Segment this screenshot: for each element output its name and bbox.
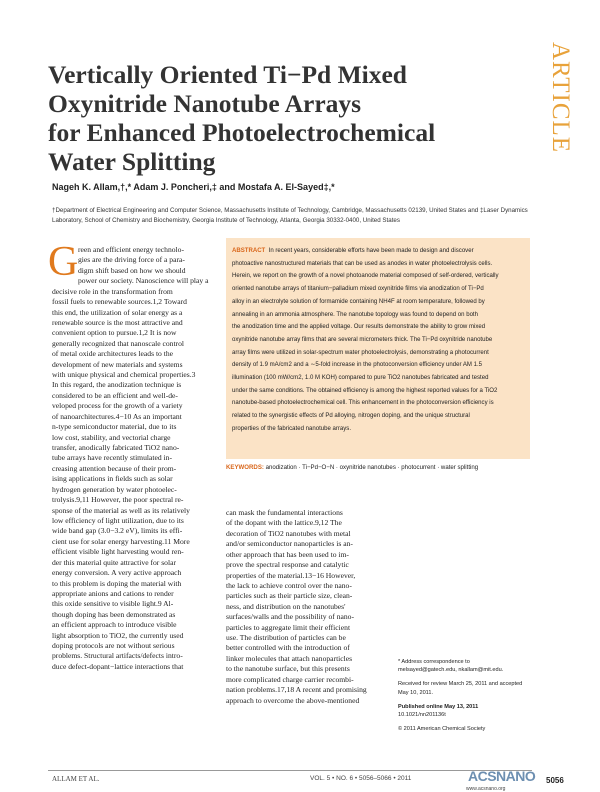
text-line: considered to be an efficient and well-de-	[52, 390, 178, 400]
received-dates: Received for review March 25, 2011 and accepted May 10, 2011.	[398, 681, 523, 696]
title-line: Vertically Oriented Ti−Pd Mixed	[48, 60, 407, 89]
body-column-left	[52, 245, 218, 672]
abstract-body	[232, 258, 528, 436]
text-line: this oxide sensitive to visible light.9 Al-	[52, 599, 174, 609]
text-line: efficient visible light harvesting would ren-	[52, 547, 184, 557]
text-line: reen and efficient energy technolo-	[78, 245, 184, 254]
abstract-first-line	[232, 245, 528, 258]
section-tab-label: ARTICLE	[547, 42, 574, 154]
section-tab	[538, 42, 582, 152]
abstract-line: related to the synergistic effects of Pd alloying, nitrogen doping, and the unique structural	[232, 413, 470, 420]
abstract-line: nanotube-based photoelectrochemical cell. This enhancement in the photoconversion efficiency is	[232, 400, 494, 407]
title-line: for Enhanced Photoelectrochemical	[48, 118, 436, 147]
title-line: Water Splitting	[48, 147, 216, 176]
text-line: of the dopant with the lattice.9,12 The	[226, 518, 342, 528]
journal-url[interactable]: www.acsnano.org	[466, 786, 506, 792]
text-line: digm shift based on how we should	[78, 265, 186, 275]
text-line: to this problem is doping the material with	[52, 578, 182, 588]
text-line: cient use for solar energy harvesting.11 More	[52, 536, 190, 546]
body-column-middle	[226, 508, 390, 706]
abstract-line: illumination (100 mW/cm2, 1.0 M KOH) compared to pure TiO2 nanotubes fabricated and tested	[232, 375, 489, 382]
text-line: transfer, anodically fabricated TiO2 nano-	[52, 443, 180, 453]
text-line: veloped process for the growth of a variety	[52, 401, 183, 411]
doi-link[interactable]: 10.1021/nn201136t	[398, 712, 446, 719]
text-line: can mask the fundamental interactions	[226, 508, 343, 517]
text-line: low cost, stability, and vectorial charge	[52, 432, 171, 442]
text-line: wide band gap (3.0−3.2 eV), limits its effi-	[52, 526, 183, 536]
text-line: der this material quite attractive for solar	[52, 557, 176, 567]
text-line: n-type semiconductor material, due to its	[52, 422, 177, 432]
text-line: fossil fuels to renewable sources.1,2 Toward	[52, 297, 187, 307]
text-line: particles such as their particle size, clean-	[226, 591, 353, 601]
text-line: generally recognized that nanoscale control	[52, 338, 184, 348]
abstract-line: photoactive nanostructured materials that can be used as anodes in water photoelectrolysis cells.	[232, 260, 493, 267]
footer-divider	[48, 770, 532, 771]
text-line: energy conversion. A very active approach	[52, 568, 182, 578]
text-line: with unique physical and chemical properties.3	[52, 370, 196, 380]
text-line: appropriate anions and cations to render	[52, 588, 174, 598]
text-line: decoration of TiO2 nanotubes with metal	[226, 528, 351, 538]
text-line: light absorption to TiO2, the currently used	[52, 630, 184, 640]
text-line: In this regard, the anodization technique is	[52, 380, 182, 390]
abstract-line: under the same conditions. The obtained efficiency is among the highest reported values for a TiO2	[232, 387, 498, 394]
text-line: of nanoarchitectures.4−10 As an important	[52, 411, 182, 421]
text-line: ness, and distribution on the nanotubes'	[226, 601, 346, 611]
text-line: better controlled with the introduction of	[226, 643, 350, 653]
article-title	[48, 60, 518, 176]
text-line: problems. Structural artifacts/defects intro-	[52, 651, 183, 661]
abstract-line: the anodization time and the applied voltage. Our results demonstrate the ability to grow mixed	[232, 324, 486, 331]
abstract-line: Herein, we report on the growth of a novel photoanode material composed of self-ordered, vertically	[232, 273, 499, 280]
keywords	[226, 463, 530, 473]
text-line: this end, the utilization of solar energy as a	[52, 307, 183, 317]
abstract-line: alloy in an electrolyte solution of formamide containing NH4F at room temperature, followed by	[232, 298, 485, 305]
text-line: the lack to achieve control over the nano-	[226, 580, 352, 590]
correspondence-emails[interactable]: melsayed@gatech.edu, nkallam@mit.edu.	[398, 667, 504, 674]
text-line: and/or semiconductor nanoparticles is an-	[226, 539, 353, 549]
text-line: sponse of the material as well as its relatively	[52, 505, 190, 515]
text-line: convenient option to pursue.1,2 It is now	[52, 328, 177, 338]
text-line: gies are the driving force of a para-	[78, 255, 185, 265]
drop-cap: G	[48, 239, 79, 285]
text-line: though doping has been demonstrated as	[52, 609, 176, 619]
abstract-line: array films were utilized in solar-spectrum water photoelectrolysis, demonstrating a photocurrent	[232, 349, 489, 356]
text-line: development of new materials and systems	[52, 359, 183, 369]
text-line: nation problems.17,18 A recent and promising	[226, 685, 367, 695]
text-line: prove the spectral response and catalytic	[226, 560, 349, 570]
text-line: low efficiency of light utilization, due to its	[52, 515, 184, 525]
page-number: 5056	[546, 776, 564, 785]
text-line: ising applications in fields such as solar	[52, 474, 173, 484]
keywords-text: anodization · Ti−Pd−O−N · oxynitride nanotubes · photocurrent · water splitting	[265, 464, 479, 471]
text-line: doping protocols are not without serious	[52, 641, 175, 651]
keywords-heading: KEYWORDS:	[226, 464, 264, 471]
abstract-line: oxynitride nanotube array films that are several micrometers thick. The Ti−Pd oxynitride nanotube	[232, 336, 493, 343]
abstract-line: density of 1.9 mA/cm2 and a ∼5-fold increase in the photoconversion efficiency under AM 1.5	[232, 362, 482, 369]
abstract-line: properties of the fabricated nanotube arrays.	[232, 425, 351, 432]
text-line: surfaces/walls and the possibility of nano-	[226, 612, 355, 622]
correspondence-label: * Address correspondence to	[398, 659, 470, 665]
author-list: Nageh K. Allam,†,* Adam J. Poncheri,‡ and Mostafa A. El-Sayed‡,*	[52, 182, 335, 192]
affiliations: †Department of Electrical Engineering and Computer Science, Massachusetts Institute of Technology, Cambridge, Massachusetts 02139, United States and ‡Laser Dynamics Laboratory, School of Chemistry and Biochemistry, Georgia Institute of Technology, Atlanta, Georgia 30332-0400, United States	[52, 207, 528, 224]
title-line: Oxynitride Nanotube Arrays	[48, 89, 362, 118]
article-info-sidebar	[398, 658, 530, 739]
text-line: approach to overcome the above-mentioned	[226, 695, 360, 705]
text-line: duce defect-dopant−lattice interactions that	[52, 661, 184, 671]
volume-info: VOL. 5 • NO. 6 • 5056–5066 • 2011	[310, 775, 412, 782]
text-line: to the nanotube surface, but this presents	[226, 664, 350, 674]
copyright: © 2011 American Chemical Society	[398, 726, 486, 733]
text-line: trolysis.9,11 However, the poor spectral re-	[52, 495, 184, 505]
journal-logo: ACSNANO	[468, 768, 536, 784]
abstract-heading: ABSTRACT	[232, 248, 266, 254]
text-line: renewable source is the most attractive and	[52, 317, 183, 327]
abstract-line: In recent years, considerable efforts have been made to design and discover	[268, 248, 474, 254]
published-label: Published online May 13, 2011	[398, 703, 479, 710]
text-line: use. The distribution of particles can be	[226, 633, 346, 643]
text-line: linker molecules that attach nanoparticles	[226, 653, 353, 663]
text-line: of metal oxide architectures leads to the	[52, 349, 174, 359]
text-line: an efficient approach to introduce visible	[52, 620, 177, 630]
text-line: more complicated charge carrier recombi-	[226, 674, 354, 684]
text-line: decisive role in the transformation from	[52, 286, 173, 296]
abstract-line: oriented nanotube arrays of titanium−palladium mixed oxynitride films via anodization of Ti−Pd	[232, 286, 484, 293]
text-line: properties of the material.13−16 However,	[226, 570, 356, 580]
text-line: particles to aggregate limit their efficient	[226, 622, 351, 632]
text-line: power our society. Nanoscience will play a	[78, 276, 209, 286]
text-line: other approach that has been used to im-	[226, 549, 349, 559]
abstract	[232, 245, 528, 436]
abstract-line: annealing in an ammonia atmosphere. The nanotube topology was found to depend on both	[232, 311, 478, 318]
text-line: hydrogen generation by water photoelec-	[52, 484, 177, 494]
text-line: creasing attention because of their prom-	[52, 463, 177, 473]
running-head: ALLAM ET AL.	[52, 775, 100, 783]
text-line: tube arrays have recently stimulated in-	[52, 453, 172, 463]
